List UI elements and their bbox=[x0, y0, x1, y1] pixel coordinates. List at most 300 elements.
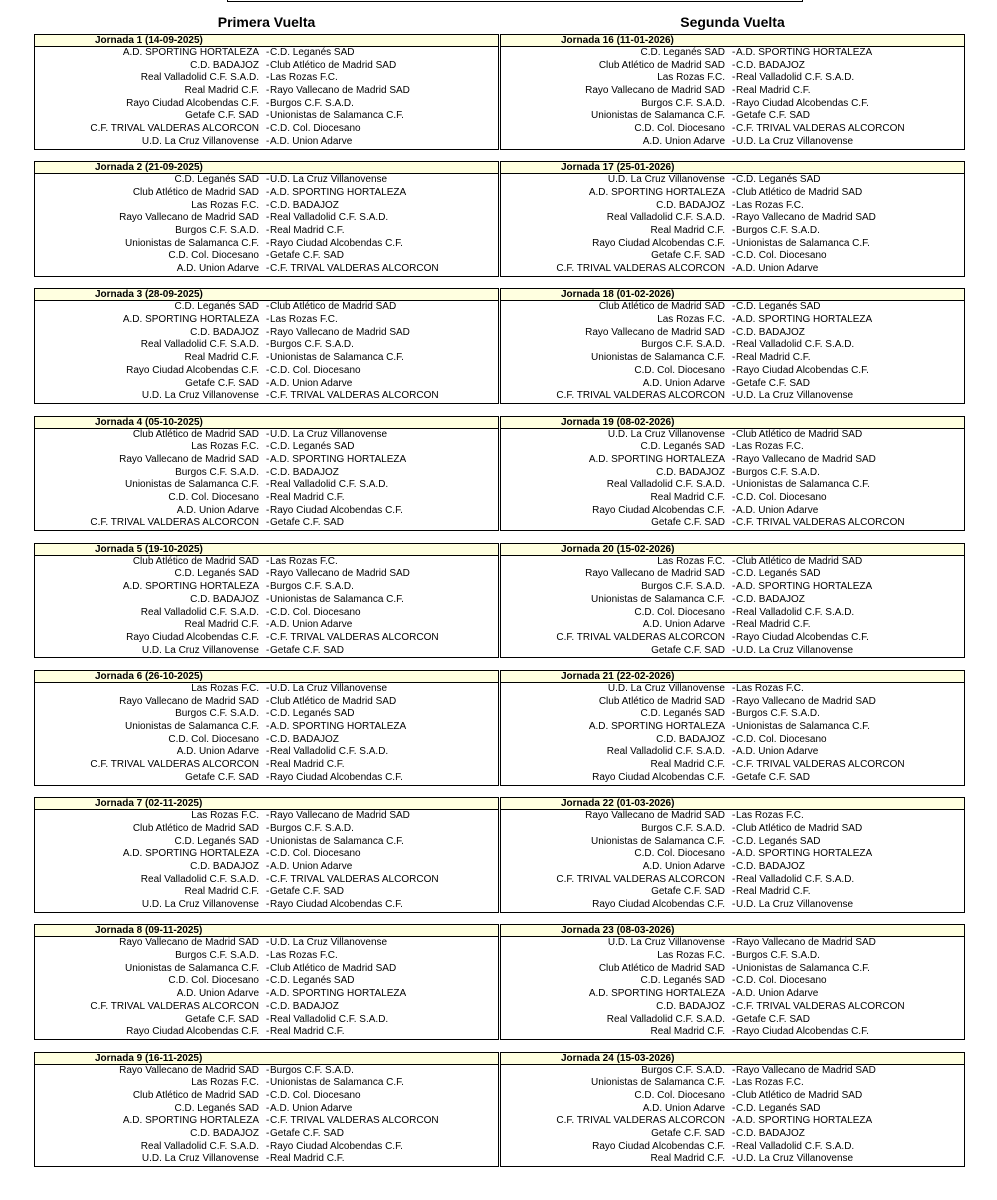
match-row bbox=[35, 759, 498, 772]
round-title: Jornada 2 (21-09-2025) bbox=[35, 162, 498, 174]
home-team: C.F. TRIVAL VALDERAS ALCORCON bbox=[90, 517, 259, 529]
away-team: U.D. La Cruz Villanovense bbox=[736, 899, 854, 910]
home-team: U.D. La Cruz Villanovense bbox=[141, 899, 259, 910]
away-team: A.D. Union Adarve bbox=[736, 263, 819, 274]
match-row bbox=[501, 250, 964, 263]
match-separator: - bbox=[266, 962, 270, 974]
match-row bbox=[35, 441, 498, 454]
match-separator: - bbox=[732, 708, 736, 720]
match-separator: - bbox=[732, 606, 736, 618]
round-title: Jornada 5 (19-10-2025) bbox=[35, 544, 498, 556]
match-separator: - bbox=[266, 301, 270, 313]
match-separator: - bbox=[266, 1013, 270, 1025]
home-team: C.D. Leganés SAD bbox=[640, 708, 725, 720]
home-team: C.F. TRIVAL VALDERAS ALCORCON bbox=[556, 390, 725, 402]
away-team: Club Atlético de Madrid SAD bbox=[736, 428, 863, 440]
match-separator: - bbox=[732, 301, 736, 313]
away-team: C.D. BADAJOZ bbox=[270, 199, 339, 211]
match-row bbox=[501, 136, 964, 149]
match-row bbox=[501, 301, 964, 314]
away-team: Real Valladolid C.F. S.A.D. bbox=[736, 606, 855, 618]
home-team: U.D. La Cruz Villanovense bbox=[607, 428, 725, 440]
away-team: A.D. SPORTING HORTALEZA bbox=[736, 47, 873, 58]
match-row bbox=[501, 759, 964, 772]
away-team: Burgos C.F. S.A.D. bbox=[736, 708, 820, 720]
home-team: C.D. Col. Diocesano bbox=[634, 364, 725, 376]
home-team: Getafe C.F. SAD bbox=[185, 377, 259, 389]
away-team: Las Rozas F.C. bbox=[270, 314, 338, 326]
match-row bbox=[501, 378, 964, 391]
away-team: Rayo Vallecano de Madrid SAD bbox=[736, 1064, 876, 1076]
away-team: Burgos C.F. S.A.D. bbox=[736, 224, 820, 236]
home-team: C.D. Leganés SAD bbox=[640, 441, 725, 453]
home-team: Burgos C.F. S.A.D. bbox=[641, 581, 725, 593]
match-separator: - bbox=[266, 377, 270, 389]
match-separator: - bbox=[732, 479, 736, 491]
match-row bbox=[501, 683, 964, 696]
match-separator: - bbox=[732, 1128, 736, 1140]
away-team: Real Valladolid C.F. S.A.D. bbox=[270, 479, 389, 491]
match-separator: - bbox=[266, 568, 270, 580]
home-team: Unionistas de Salamanca C.F. bbox=[125, 962, 259, 974]
round-block bbox=[34, 797, 499, 913]
round-title: Jornada 20 (15-02-2026) bbox=[501, 544, 964, 556]
away-team: A.D. SPORTING HORTALEZA bbox=[736, 314, 873, 326]
away-team: Unionistas de Salamanca C.F. bbox=[270, 352, 404, 364]
away-team: Unionistas de Salamanca C.F. bbox=[270, 110, 404, 122]
match-separator: - bbox=[266, 504, 270, 516]
away-team: Real Madrid C.F. bbox=[270, 224, 345, 236]
match-row bbox=[501, 365, 964, 378]
match-row bbox=[35, 429, 498, 442]
home-team: C.D. Leganés SAD bbox=[174, 301, 259, 313]
match-row bbox=[35, 810, 498, 823]
home-team: C.D. Leganés SAD bbox=[174, 835, 259, 847]
home-team: Real Madrid C.F. bbox=[650, 492, 725, 504]
match-separator: - bbox=[266, 975, 270, 987]
match-row bbox=[35, 123, 498, 136]
match-separator: - bbox=[732, 364, 736, 376]
away-team: A.D. SPORTING HORTALEZA bbox=[736, 848, 873, 860]
round-title: Jornada 17 (25-01-2026) bbox=[501, 162, 964, 174]
home-team: Rayo Ciudad Alcobendas C.F. bbox=[592, 237, 725, 249]
away-team: C.D. Col. Diocesano bbox=[736, 733, 827, 745]
match-separator: - bbox=[266, 97, 270, 109]
match-separator: - bbox=[732, 950, 736, 962]
away-team: C.D. Leganés SAD bbox=[270, 47, 355, 58]
away-team: A.D. SPORTING HORTALEZA bbox=[270, 186, 407, 198]
match-separator: - bbox=[266, 1089, 270, 1101]
round-block bbox=[500, 670, 965, 786]
match-separator: - bbox=[266, 85, 270, 97]
match-separator: - bbox=[266, 1000, 270, 1012]
match-separator: - bbox=[732, 453, 736, 465]
match-separator: - bbox=[732, 85, 736, 97]
match-row bbox=[35, 314, 498, 327]
match-separator: - bbox=[732, 975, 736, 987]
home-team: Unionistas de Salamanca C.F. bbox=[125, 237, 259, 249]
match-row bbox=[501, 47, 964, 60]
away-team: C.F. TRIVAL VALDERAS ALCORCON bbox=[270, 390, 439, 402]
home-team: C.D. BADAJOZ bbox=[190, 860, 259, 872]
home-team: Rayo Ciudad Alcobendas C.F. bbox=[126, 631, 259, 643]
away-team: C.F. TRIVAL VALDERAS ALCORCON bbox=[736, 123, 905, 135]
match-separator: - bbox=[266, 1077, 270, 1089]
round-block bbox=[34, 416, 499, 532]
home-team: C.D. Leganés SAD bbox=[174, 174, 259, 186]
home-team: Real Madrid C.F. bbox=[650, 1153, 725, 1165]
home-team: Real Madrid C.F. bbox=[184, 886, 259, 898]
away-team: Unionistas de Salamanca C.F. bbox=[270, 593, 404, 605]
match-row bbox=[35, 110, 498, 123]
away-team: Rayo Vallecano de Madrid SAD bbox=[736, 212, 876, 224]
match-row bbox=[501, 899, 964, 912]
away-team: Real Madrid C.F. bbox=[270, 759, 345, 771]
home-team: Club Atlético de Madrid SAD bbox=[132, 555, 259, 567]
match-row bbox=[35, 619, 498, 632]
home-team: Real Valladolid C.F. S.A.D. bbox=[140, 1140, 259, 1152]
match-row bbox=[501, 1026, 964, 1039]
away-team: C.D. BADAJOZ bbox=[736, 1128, 805, 1140]
match-separator: - bbox=[732, 937, 736, 949]
match-row bbox=[501, 874, 964, 887]
away-team: U.D. La Cruz Villanovense bbox=[736, 1153, 854, 1165]
match-separator: - bbox=[266, 47, 270, 58]
match-row bbox=[501, 568, 964, 581]
match-row bbox=[501, 429, 964, 442]
home-team: Real Madrid C.F. bbox=[650, 759, 725, 771]
match-separator: - bbox=[732, 377, 736, 389]
home-team: Rayo Ciudad Alcobendas C.F. bbox=[126, 97, 259, 109]
away-team: Rayo Ciudad Alcobendas C.F. bbox=[736, 97, 869, 109]
match-separator: - bbox=[266, 1115, 270, 1127]
home-team: A.D. SPORTING HORTALEZA bbox=[588, 186, 725, 198]
match-separator: - bbox=[732, 1013, 736, 1025]
match-row bbox=[35, 238, 498, 251]
match-separator: - bbox=[732, 517, 736, 529]
match-row bbox=[501, 200, 964, 213]
away-team: Burgos C.F. S.A.D. bbox=[270, 97, 354, 109]
match-row bbox=[35, 47, 498, 60]
home-team: C.F. TRIVAL VALDERAS ALCORCON bbox=[556, 263, 725, 274]
round-title: Jornada 16 (11-01-2026) bbox=[501, 35, 964, 47]
match-separator: - bbox=[266, 212, 270, 224]
away-team: Rayo Vallecano de Madrid SAD bbox=[270, 810, 410, 822]
match-row bbox=[501, 187, 964, 200]
home-team: C.F. TRIVAL VALDERAS ALCORCON bbox=[90, 123, 259, 135]
round-title: Jornada 4 (05-10-2025) bbox=[35, 417, 498, 429]
match-separator: - bbox=[266, 759, 270, 771]
match-separator: - bbox=[732, 899, 736, 910]
match-separator: - bbox=[266, 771, 270, 783]
away-team: Rayo Ciudad Alcobendas C.F. bbox=[270, 899, 403, 910]
round-block bbox=[500, 797, 965, 913]
match-row bbox=[501, 619, 964, 632]
match-row bbox=[501, 823, 964, 836]
match-row bbox=[35, 1014, 498, 1027]
round-block bbox=[34, 1052, 499, 1168]
match-row bbox=[35, 339, 498, 352]
away-team: C.D. Leganés SAD bbox=[270, 975, 355, 987]
away-team: C.D. Leganés SAD bbox=[736, 301, 821, 313]
match-row bbox=[501, 950, 964, 963]
match-row bbox=[35, 556, 498, 569]
match-row bbox=[501, 861, 964, 874]
match-row bbox=[35, 861, 498, 874]
match-row bbox=[501, 1014, 964, 1027]
match-row bbox=[35, 899, 498, 912]
match-separator: - bbox=[732, 59, 736, 71]
match-row bbox=[501, 696, 964, 709]
home-team: C.F. TRIVAL VALDERAS ALCORCON bbox=[556, 631, 725, 643]
match-separator: - bbox=[732, 644, 736, 656]
match-separator: - bbox=[266, 746, 270, 758]
match-separator: - bbox=[266, 224, 270, 236]
away-team: Real Madrid C.F. bbox=[270, 1153, 345, 1165]
home-team: A.D. SPORTING HORTALEZA bbox=[122, 1115, 259, 1127]
match-separator: - bbox=[732, 1000, 736, 1012]
home-team: A.D. Union Adarve bbox=[642, 135, 725, 147]
away-team: Real Valladolid C.F. S.A.D. bbox=[736, 873, 855, 885]
match-row bbox=[35, 200, 498, 213]
home-team: C.D. Leganés SAD bbox=[640, 975, 725, 987]
match-separator: - bbox=[266, 492, 270, 504]
match-row bbox=[35, 263, 498, 276]
match-separator: - bbox=[732, 123, 736, 135]
home-team: Las Rozas F.C. bbox=[191, 199, 259, 211]
match-row bbox=[501, 60, 964, 73]
away-team: A.D. Union Adarve bbox=[270, 135, 353, 147]
away-team: C.D. Leganés SAD bbox=[736, 568, 821, 580]
match-separator: - bbox=[732, 771, 736, 783]
away-team: C.D. Col. Diocesano bbox=[736, 492, 827, 504]
match-separator: - bbox=[266, 721, 270, 733]
match-separator: - bbox=[732, 339, 736, 351]
away-team: Las Rozas F.C. bbox=[270, 72, 338, 84]
away-team: Real Madrid C.F. bbox=[736, 352, 811, 364]
match-row bbox=[35, 950, 498, 963]
match-separator: - bbox=[266, 352, 270, 364]
first-round-title: Primera Vuelta bbox=[217, 14, 316, 30]
round-block bbox=[500, 288, 965, 404]
match-separator: - bbox=[266, 835, 270, 847]
away-team: Club Atlético de Madrid SAD bbox=[270, 59, 397, 71]
home-team: C.D. BADAJOZ bbox=[656, 199, 725, 211]
home-team: Rayo Vallecano de Madrid SAD bbox=[119, 1064, 259, 1076]
home-team: Las Rozas F.C. bbox=[191, 1077, 259, 1089]
match-separator: - bbox=[266, 810, 270, 822]
home-team: U.D. La Cruz Villanovense bbox=[141, 1153, 259, 1165]
match-row bbox=[35, 937, 498, 950]
home-team: C.D. Leganés SAD bbox=[174, 568, 259, 580]
match-separator: - bbox=[732, 1102, 736, 1114]
match-row bbox=[35, 85, 498, 98]
away-team: Real Madrid C.F. bbox=[736, 886, 811, 898]
away-team: Getafe C.F. SAD bbox=[270, 1128, 344, 1140]
home-team: Unionistas de Salamanca C.F. bbox=[591, 1077, 725, 1089]
match-separator: - bbox=[266, 135, 270, 147]
match-separator: - bbox=[266, 517, 270, 529]
match-separator: - bbox=[732, 110, 736, 122]
match-row bbox=[501, 1077, 964, 1090]
away-team: Real Madrid C.F. bbox=[270, 492, 345, 504]
away-team: Rayo Vallecano de Madrid SAD bbox=[270, 326, 410, 338]
away-team: C.D. BADAJOZ bbox=[270, 1000, 339, 1012]
home-team: Real Valladolid C.F. S.A.D. bbox=[606, 1013, 725, 1025]
away-team: Burgos C.F. S.A.D. bbox=[270, 822, 354, 834]
home-team: Burgos C.F. S.A.D. bbox=[641, 339, 725, 351]
home-team: Las Rozas F.C. bbox=[191, 441, 259, 453]
home-team: C.D. BADAJOZ bbox=[656, 733, 725, 745]
match-row bbox=[35, 683, 498, 696]
away-team: Rayo Vallecano de Madrid SAD bbox=[270, 85, 410, 97]
away-team: U.D. La Cruz Villanovense bbox=[736, 644, 854, 656]
match-separator: - bbox=[266, 199, 270, 211]
match-row bbox=[35, 250, 498, 263]
away-team: Las Rozas F.C. bbox=[736, 810, 804, 822]
home-team: Rayo Ciudad Alcobendas C.F. bbox=[126, 364, 259, 376]
match-separator: - bbox=[732, 326, 736, 338]
home-team: Las Rozas F.C. bbox=[657, 950, 725, 962]
away-team: Real Madrid C.F. bbox=[736, 85, 811, 97]
match-separator: - bbox=[732, 466, 736, 478]
home-team: C.D. BADAJOZ bbox=[190, 59, 259, 71]
match-row bbox=[35, 632, 498, 645]
match-separator: - bbox=[732, 47, 736, 58]
match-separator: - bbox=[732, 492, 736, 504]
match-separator: - bbox=[266, 606, 270, 618]
home-team: Real Madrid C.F. bbox=[184, 85, 259, 97]
away-team: U.D. La Cruz Villanovense bbox=[270, 174, 388, 186]
match-row bbox=[501, 607, 964, 620]
match-separator: - bbox=[732, 212, 736, 224]
home-team: Club Atlético de Madrid SAD bbox=[132, 428, 259, 440]
match-separator: - bbox=[266, 314, 270, 326]
away-team: A.D. Union Adarve bbox=[736, 746, 819, 758]
away-team: Las Rozas F.C. bbox=[736, 199, 804, 211]
away-team: C.D. Col. Diocesano bbox=[270, 848, 361, 860]
home-team: A.D. Union Adarve bbox=[642, 1102, 725, 1114]
home-team: A.D. SPORTING HORTALEZA bbox=[588, 721, 725, 733]
home-team: Las Rozas F.C. bbox=[191, 810, 259, 822]
match-separator: - bbox=[266, 1026, 270, 1038]
match-row bbox=[501, 212, 964, 225]
match-row bbox=[35, 1128, 498, 1141]
match-row bbox=[501, 1001, 964, 1014]
home-team: Rayo Vallecano de Madrid SAD bbox=[585, 85, 725, 97]
home-team: U.D. La Cruz Villanovense bbox=[141, 390, 259, 402]
match-separator: - bbox=[732, 568, 736, 580]
match-row bbox=[501, 72, 964, 85]
round-title: Jornada 19 (08-02-2026) bbox=[501, 417, 964, 429]
home-team: Real Valladolid C.F. S.A.D. bbox=[606, 212, 725, 224]
match-separator: - bbox=[732, 174, 736, 186]
match-separator: - bbox=[732, 199, 736, 211]
away-team: C.D. Leganés SAD bbox=[736, 1102, 821, 1114]
away-team: Rayo Ciudad Alcobendas C.F. bbox=[270, 771, 403, 783]
match-separator: - bbox=[732, 848, 736, 860]
away-team: A.D. Union Adarve bbox=[270, 860, 353, 872]
away-team: U.D. La Cruz Villanovense bbox=[736, 135, 854, 147]
home-team: Club Atlético de Madrid SAD bbox=[598, 695, 725, 707]
away-team: C.F. TRIVAL VALDERAS ALCORCON bbox=[736, 517, 905, 529]
match-row bbox=[35, 607, 498, 620]
match-row bbox=[501, 594, 964, 607]
home-team: Club Atlético de Madrid SAD bbox=[132, 186, 259, 198]
match-row bbox=[501, 556, 964, 569]
match-separator: - bbox=[266, 860, 270, 872]
match-separator: - bbox=[732, 224, 736, 236]
round-title: Jornada 22 (01-03-2026) bbox=[501, 798, 964, 810]
match-row bbox=[501, 123, 964, 136]
away-team: C.D. BADAJOZ bbox=[270, 733, 339, 745]
home-team: Real Madrid C.F. bbox=[650, 1026, 725, 1038]
match-separator: - bbox=[732, 390, 736, 402]
match-row bbox=[501, 963, 964, 976]
match-row bbox=[501, 581, 964, 594]
match-row bbox=[501, 352, 964, 365]
away-team: Rayo Vallecano de Madrid SAD bbox=[270, 568, 410, 580]
match-separator: - bbox=[732, 555, 736, 567]
away-team: A.D. SPORTING HORTALEZA bbox=[270, 721, 407, 733]
match-separator: - bbox=[266, 72, 270, 84]
match-separator: - bbox=[266, 631, 270, 643]
match-separator: - bbox=[266, 1128, 270, 1140]
match-separator: - bbox=[732, 822, 736, 834]
match-separator: - bbox=[732, 352, 736, 364]
match-row bbox=[501, 1128, 964, 1141]
home-team: C.D. Col. Diocesano bbox=[168, 492, 259, 504]
match-row bbox=[501, 810, 964, 823]
match-separator: - bbox=[732, 250, 736, 262]
match-row bbox=[35, 645, 498, 658]
round-title: Jornada 23 (08-03-2026) bbox=[501, 925, 964, 937]
round-block bbox=[500, 416, 965, 532]
match-separator: - bbox=[732, 1153, 736, 1165]
home-team: Real Madrid C.F. bbox=[184, 352, 259, 364]
round-block bbox=[34, 34, 499, 150]
match-row bbox=[35, 225, 498, 238]
away-team: Rayo Ciudad Alcobendas C.F. bbox=[736, 631, 869, 643]
home-team: A.D. SPORTING HORTALEZA bbox=[122, 47, 259, 58]
match-separator: - bbox=[732, 962, 736, 974]
away-team: Club Atlético de Madrid SAD bbox=[736, 186, 863, 198]
away-team: C.D. Col. Diocesano bbox=[736, 250, 827, 262]
home-team: A.D. Union Adarve bbox=[642, 377, 725, 389]
away-team: Real Valladolid C.F. S.A.D. bbox=[736, 339, 855, 351]
home-team: U.D. La Cruz Villanovense bbox=[607, 937, 725, 949]
match-separator: - bbox=[266, 683, 270, 694]
home-team: A.D. Union Adarve bbox=[176, 504, 259, 516]
match-separator: - bbox=[732, 237, 736, 249]
match-row bbox=[35, 975, 498, 988]
match-separator: - bbox=[266, 174, 270, 186]
round-block bbox=[34, 924, 499, 1040]
match-separator: - bbox=[266, 1153, 270, 1165]
home-team: C.D. BADAJOZ bbox=[190, 1128, 259, 1140]
match-separator: - bbox=[732, 1140, 736, 1152]
match-row bbox=[501, 467, 964, 480]
match-row bbox=[35, 1153, 498, 1166]
match-row bbox=[501, 734, 964, 747]
match-row bbox=[35, 581, 498, 594]
match-row bbox=[35, 517, 498, 530]
match-separator: - bbox=[732, 97, 736, 109]
away-team: C.D. Leganés SAD bbox=[270, 708, 355, 720]
match-separator: - bbox=[266, 988, 270, 1000]
match-row bbox=[501, 98, 964, 111]
round-title: Jornada 8 (09-11-2025) bbox=[35, 925, 498, 937]
